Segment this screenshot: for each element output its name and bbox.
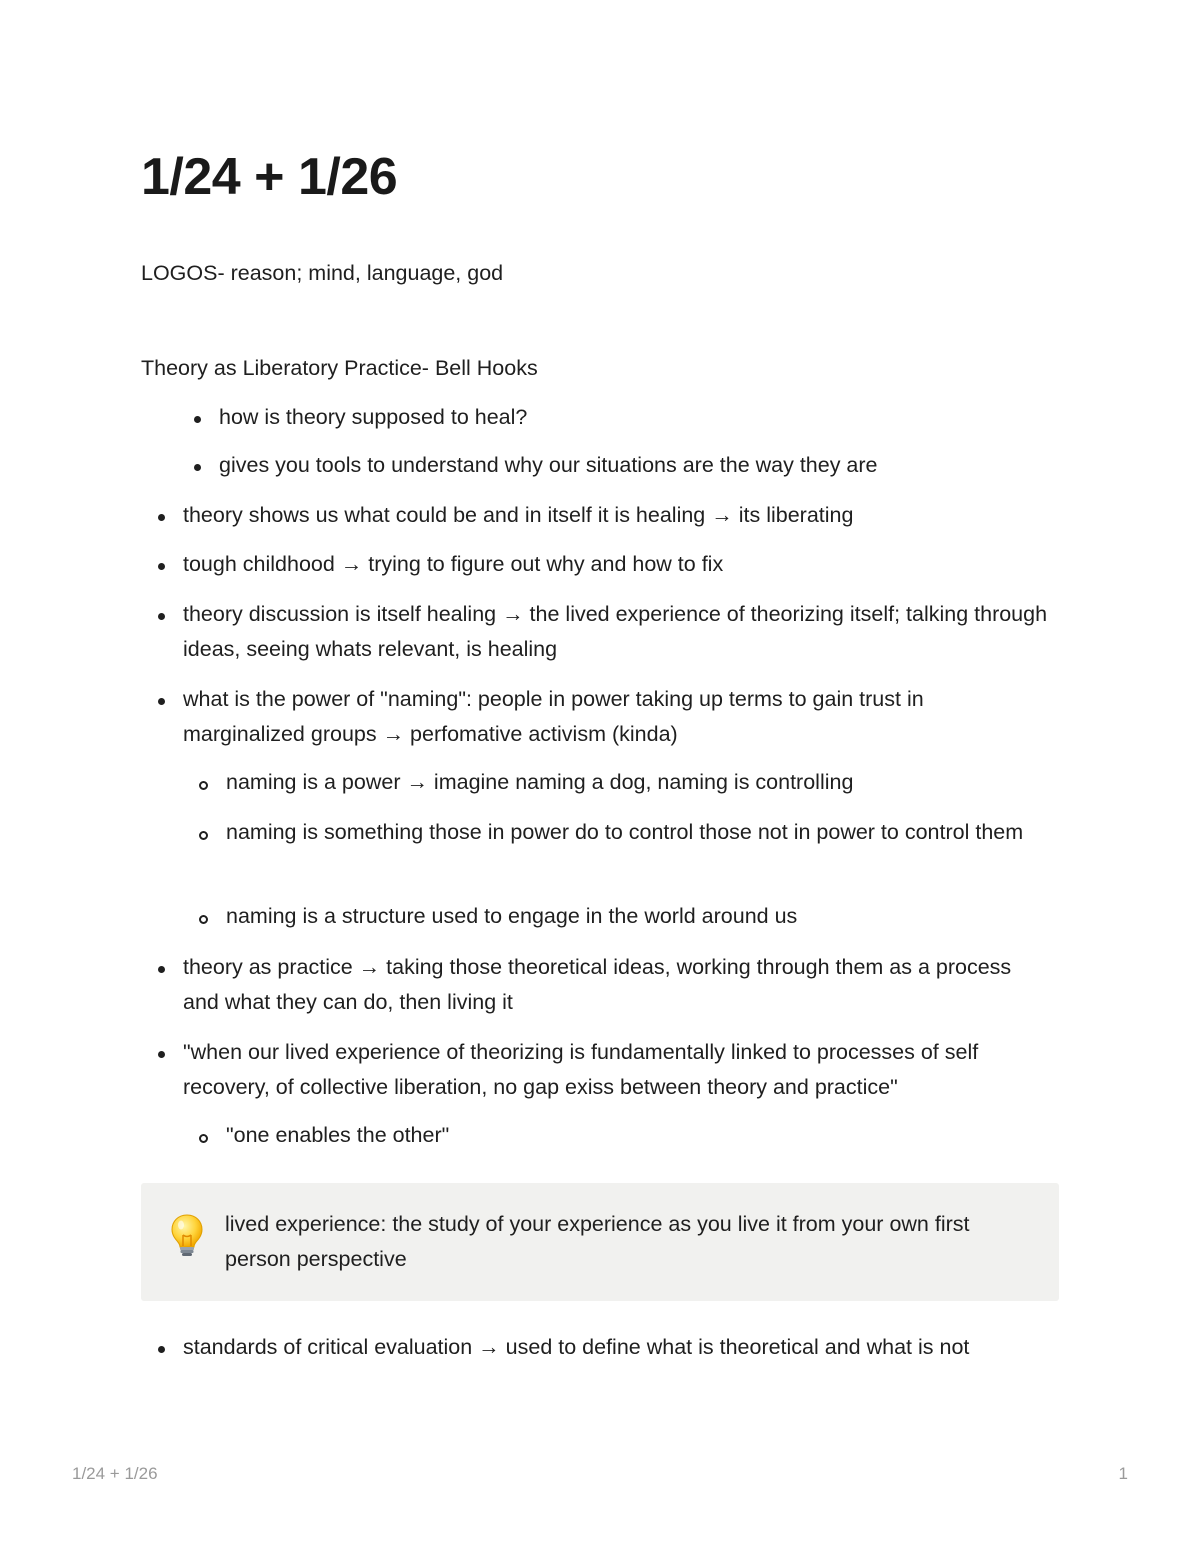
list-item: tough childhood → trying to figure out why and how to fix xyxy=(183,552,724,576)
sub-bullet-marker xyxy=(199,781,208,790)
list-item: theory as practice → taking those theoretical ideas, working through them as a process and what they can do, then living it xyxy=(183,955,1012,1014)
list-item: "one enables the other" xyxy=(226,1123,450,1147)
list-item: naming is something those in power do to control those not in power to control them xyxy=(226,820,1024,844)
list-item: "when our lived experience of theorizing is fundamentally linked to processes of self recovery, of collective liberation, no gap exiss between theory and practice" xyxy=(183,1040,979,1099)
list-item: gives you tools to understand why our situations are the way they are xyxy=(219,453,878,477)
bullet-marker xyxy=(158,1346,165,1353)
bullet-marker xyxy=(158,613,165,620)
callout-box xyxy=(141,1183,1059,1301)
page-title: 1/24 + 1/26 xyxy=(141,148,398,206)
list-item: naming is a structure used to engage in the world around us xyxy=(226,904,798,928)
page-number: 1 xyxy=(1118,1464,1128,1483)
list-item: standards of critical evaluation → used to define what is theoretical and what is not xyxy=(183,1335,970,1359)
bullet-marker xyxy=(158,966,165,973)
sub-bullet-marker xyxy=(199,831,208,840)
footer-title: 1/24 + 1/26 xyxy=(72,1464,158,1483)
list-item: what is the power of "naming": people in power taking up terms to gain trust in marginalized groups → perfomative activism (kinda) xyxy=(183,687,924,746)
bullet-marker xyxy=(158,1051,165,1058)
bullet-marker xyxy=(194,464,201,471)
list-item: naming is a power → imagine naming a dog, naming is controlling xyxy=(226,770,854,794)
list-item: theory shows us what could be and in itself it is healing → its liberating xyxy=(183,503,854,527)
section-heading: Theory as Liberatory Practice- Bell Hooks xyxy=(141,356,538,380)
sub-bullet-marker xyxy=(199,1134,208,1143)
bullet-marker xyxy=(158,514,165,521)
bullet-marker xyxy=(158,563,165,570)
logos-definition: LOGOS- reason; mind, language, god xyxy=(141,261,504,285)
list-item: theory discussion is itself healing → the lived experience of theorizing itself; talking through ideas, seeing whats relevant, is healing xyxy=(183,602,1048,661)
sub-bullet-marker xyxy=(199,915,208,924)
list-item: how is theory supposed to heal? xyxy=(219,405,528,429)
bullet-marker xyxy=(194,416,201,423)
bullet-marker xyxy=(158,698,165,705)
callout-text: lived experience: the study of your experience as you live it from your own first person perspective xyxy=(225,1212,970,1271)
lightbulb-icon xyxy=(169,1213,205,1257)
